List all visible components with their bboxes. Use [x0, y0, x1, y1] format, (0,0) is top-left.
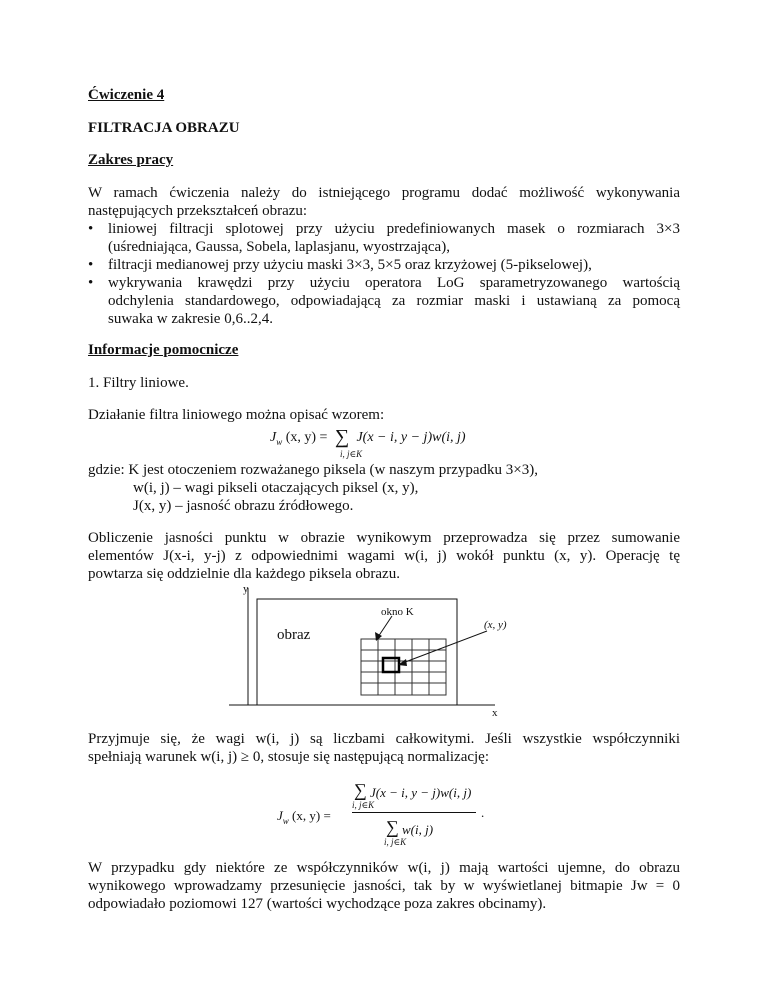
bullet-text: odchylenia standardowego, odpowiadającą za rozmiar maski i ustawianą za pomocą [108, 293, 680, 309]
y-axis-label: y [243, 583, 249, 595]
window-grid [361, 639, 446, 695]
bullet-glyph: • [88, 275, 94, 291]
info-heading: Informacje pomocnicze [88, 342, 239, 358]
bullet-text: filtracji medianowej przy użyciu maski 3×3, 5×5 oraz krzyżowej (5-pikselowej), [108, 257, 592, 273]
where-line-1: gdzie: K jest otoczeniem rozważanego piksela (w naszym przypadku 3×3), [88, 462, 538, 478]
formula-lhs: J [270, 430, 277, 445]
bullet-glyph: • [88, 257, 94, 273]
fraction-bar [352, 812, 476, 813]
image-label: obraz [277, 627, 311, 643]
x-axis-label: x [492, 707, 498, 719]
denominator-sum: ∑ [386, 817, 399, 837]
para2-line-2: elementów J(x-i, y-j) z odpowiednimi wagami w(i, j) wokół punktu (x, y). Operację tę [88, 548, 680, 564]
denominator-subscript: i, j∈K [384, 837, 407, 847]
intro-line-1: W ramach ćwiczenia należy do istniejącego programu dodać możliwość wykonywania [88, 185, 680, 201]
formula2-lhs-sub: w [282, 816, 289, 826]
scope-heading: Zakres pracy [88, 152, 174, 168]
intro-line-2: następujących przekształceń obrazu: [88, 203, 308, 219]
sum-symbol: ∑ [334, 426, 350, 448]
bullet-text: wykrywania krawędzi przy użyciu operatora LoG sparametryzowanego wartością [108, 275, 680, 291]
section-linear-filters: 1. Filtry liniowe. [88, 375, 189, 391]
formula-intro: Działanie filtra liniowego można opisać wzorem: [88, 407, 385, 423]
window-label: okno K [381, 606, 414, 618]
bullet-text: suwaka w zakresie 0,6..2,4. [108, 311, 273, 327]
formula2-dot: . [481, 805, 485, 820]
para4-line-1: W przypadku gdy niektóre ze współczynników w(i, j) mają wartości ujemne, do obrazu [88, 860, 680, 876]
numerator-sum: ∑ [354, 780, 367, 800]
point-label: (x, y) [484, 619, 507, 631]
image-frame [257, 599, 457, 705]
formula2-lhs [277, 807, 331, 826]
para2-line-1: Obliczenie jasności punktu w obrazie wynikowym przeprowadza się przez sumowanie [88, 530, 680, 546]
para3-line-1: Przyjmuje się, że wagi w(i, j) są liczbami całkowitymi. Jeśli wszystkie współczynniki [88, 731, 680, 747]
para4-line-2: wynikowego wprowadzamy przesunięcie jasności, tak by w wyświetlanej bitmapie Jw = 0 [88, 878, 680, 894]
para4-line-3: odpowiadało poziomowi 127 (wartości wychodzące poza zakres obcinamy). [88, 896, 547, 912]
para3-line-2: spełniają warunek w(i, j) ≥ 0, stosuje się następującą normalizację: [88, 749, 490, 765]
where-line-3: J(x, y) – jasność obrazu źródłowego. [133, 498, 354, 514]
para2-line-3: powtarza się oddzielnie dla każdego piksela obrazu. [88, 566, 400, 582]
bullet-text: liniowej filtracji splotowej przy użyciu predefiniowanych masek o rozmiarach 3×3 [108, 221, 680, 237]
formula-lhs-sub: w [276, 437, 283, 447]
where-line-2: w(i, j) – wagi pikseli otaczających piksel (x, y), [133, 480, 419, 496]
sum-subscript: i, j∈K [340, 449, 363, 459]
numerator-subscript: i, j∈K [352, 800, 375, 810]
denominator: w(i, j) [402, 822, 434, 837]
formula2-lhs-symbol: J [277, 808, 283, 823]
page-title: FILTRACJA OBRAZU [88, 120, 240, 136]
center-pixel [383, 658, 399, 672]
bullet-text: (uśredniająca, Gaussa, Sobela, laplasjanu, wyostrzająca), [108, 239, 450, 255]
exercise-number: Ćwiczenie 4 [88, 87, 165, 103]
bullet-glyph: • [88, 221, 94, 237]
formula2-lhs-args: (x, y) = [292, 808, 331, 823]
formula-lhs-args: (x, y) = [285, 430, 328, 445]
numerator: J(x − i, y − j)w(i, j) [370, 785, 472, 800]
point-arrow [400, 631, 487, 664]
formula-rhs: J(x − i, y − j)w(i, j) [356, 430, 466, 445]
